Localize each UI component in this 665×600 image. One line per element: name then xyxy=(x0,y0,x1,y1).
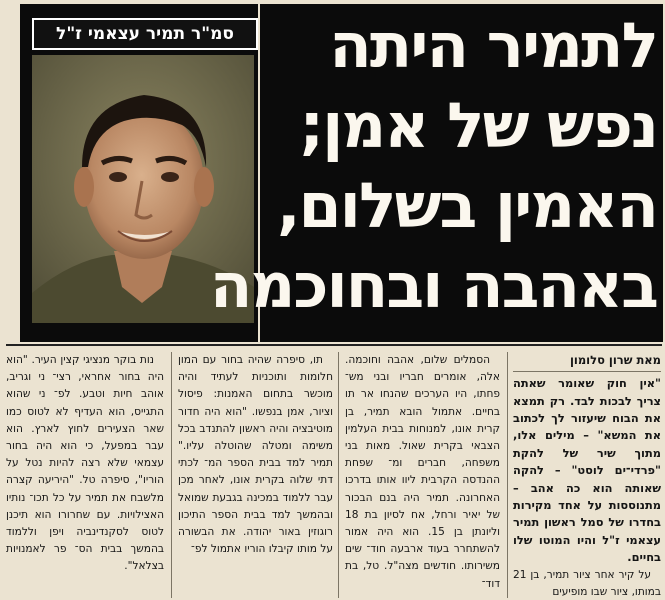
photo-caption: סמ"ר תמיר עצאמי ז"ל xyxy=(32,18,258,50)
column-divider xyxy=(338,352,339,598)
article-column-2 xyxy=(345,352,500,598)
body-paragraph: נות בוקר מנציגי קצין העיר. "הוא היה בחור אחראי, רצי־ ני וגריב, אוהב חיות וטבע. לפ־ ני שהוא התגייס, הוא העדיף לא לטוס כמו שאר הצעירים לחוץ לארץ. הוא עבר במפעל, כי הוא היה בחור עצמאי שלא רצה להיות נטל על הוריו", סיפרה טל. "היריעה קצרה מלשבח את תמיר על כל תכו־ נותיו האצילויות. עם שחרורו הוא תיכנן לטוס לסקנדינביה ויפן וללמוד בהמשך בבית הס־ פר לאמנויות בצלאל". xyxy=(6,354,164,573)
article-column-3 xyxy=(178,352,333,598)
article-column-1 xyxy=(513,352,661,598)
lead-paragraph: "אין חוק שאומר שאתה צריך לבכות לבד. רק תמצא את הבוח שיעזור לך לכתוב את המשא" – מילים אלו, מתוך שיר של להקת "פרדי־ים לוסט" – להקה שאותה הוא כה אהב – מתנוססות על אחד מקירות בחדרו של סמל ראשון תמיר עצאמי ז"ל והיו המוטו שלו בחיים. xyxy=(513,376,661,565)
headline-line: באהבה ובחוכמה xyxy=(209,249,657,322)
body-paragraph: הסמלים שלום, אהבה וחוכמה. אלה, אומרים חבריו ובני מש־ פחתו, היו הערכים שהנחו אר תו בחיים. אתמול הובא תמיר, בן קרית אונו, למנוחות בבית העלמין הצבאי בקרית שאול. מאות בני משפחה, חברים ומ־ שפחת ההנדסה הקרבית ליוו אותו בדרכו האחרונה. תמיר היה בנם הבכור של יאיר ורחל, אח לסיון בת 18 וליונתן בן 15. הוא היה אמור להשתחרר בעוד ארבעה חוד־ שים משירותו. חודשים מצה"ל. טל, בת דוד־ xyxy=(345,354,500,590)
column-divider xyxy=(171,352,172,598)
article-column-4 xyxy=(6,352,164,598)
headline-line: לתמיר היתה xyxy=(329,9,657,82)
headline xyxy=(209,6,657,326)
headline-line: נפש של אמן; xyxy=(299,89,657,162)
body-paragraph: תו, סיפרה שהיה בחור עם המון חלומות ותוכניות לעתיד והיה מוכשר בתחום האמנות: פיסול וציור, אמן בנפשו. "הוא היה חדור מוטיבציה והיה ראשון להתנדב בכל משימה ומטלה שהוטלה עליו." תמיר למד בבית הספר המ־ לכתי דתי שלוה בקרית אונו, לאחר מכן עבר ללמוד במכינה בגבעת שמואל ובהמשך למד בבית הספר התיכון רוגוזין באור יהודה. את הבשורה על מותו קיבלו הוריו אתמול לפ־ xyxy=(178,354,333,556)
section-divider xyxy=(6,344,662,346)
column-divider xyxy=(507,352,508,598)
headline-line: האמין בשלום, xyxy=(276,169,657,242)
headline-box xyxy=(209,4,663,342)
byline: מאת שרון סלומון xyxy=(513,352,661,372)
body-paragraph: על קיר אחר ציור תמיר, בן 21 במותו, ציור שבו מופיעים xyxy=(513,568,661,598)
